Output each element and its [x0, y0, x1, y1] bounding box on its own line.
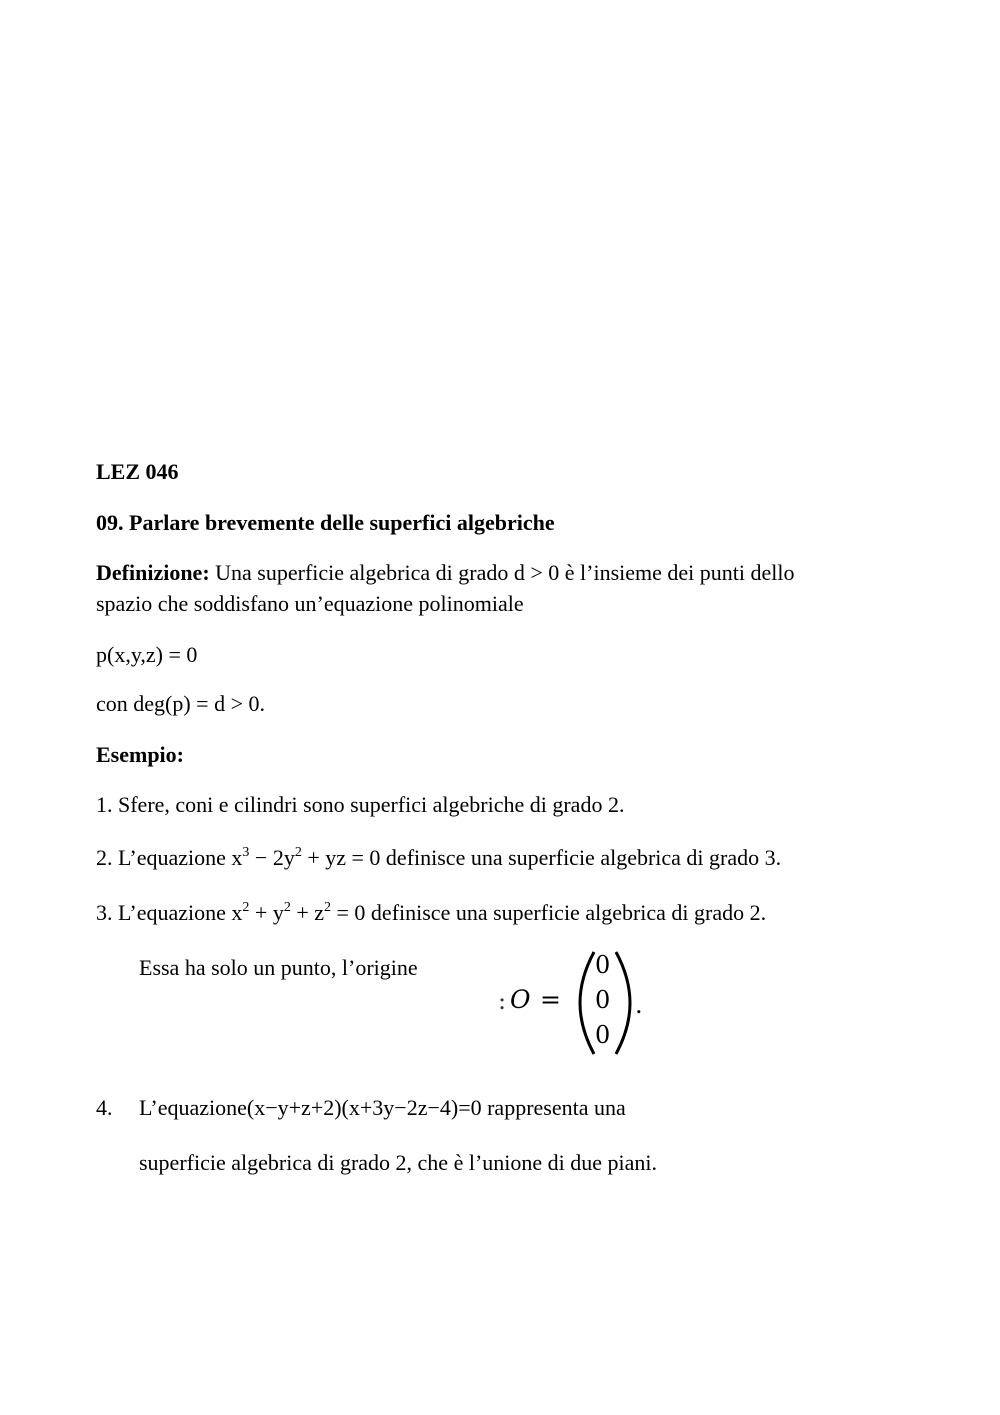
- origin-vector-image: [498, 948, 658, 1058]
- right-parenthesis: [612, 948, 632, 1058]
- polynomial-equation: p(x,y,z) = 0: [96, 642, 198, 667]
- matrix-entry-3: 0: [595, 1021, 611, 1049]
- item2-exponent-1: 3: [242, 845, 250, 860]
- item2-prefix: 2. L’equazione x: [96, 845, 243, 870]
- matrix-prefix: :: [498, 987, 507, 1015]
- item3-exponent-2: 2: [283, 900, 291, 915]
- item3-middle-1: + y: [249, 900, 284, 925]
- matrix-entry-1: 0: [595, 951, 611, 979]
- item3-middle-2: + z: [290, 900, 325, 925]
- equals-sign: =: [540, 985, 561, 1014]
- item2-exponent-2: 2: [294, 845, 302, 860]
- matrix-entry-2: 0: [595, 986, 611, 1014]
- item3-exponent-3: 2: [324, 900, 332, 915]
- item3-note: Essa ha solo un punto, l’origine: [139, 955, 418, 980]
- lesson-title: LEZ 046: [96, 459, 179, 484]
- example-label: Esempio:: [96, 742, 184, 767]
- example-item-1: 1. Sfere, coni e cilindri sono superfici algebriche di grado 2.: [96, 792, 625, 817]
- degree-condition: con deg(p) = d > 0.: [96, 691, 265, 716]
- origin-symbol: O: [510, 985, 531, 1014]
- question-heading: 09. Parlare brevemente delle superfici algebriche: [96, 510, 555, 535]
- example-item-4-number: 4.: [96, 1095, 113, 1120]
- definition-line-2: spazio che soddisfano un’equazione polinomiale: [96, 591, 524, 616]
- definition-text-1: Una superficie algebrica di grado d > 0 è l’insieme dei punti dello: [209, 560, 795, 585]
- definition-line-1: [96, 559, 794, 587]
- example-item-3: [96, 899, 766, 927]
- item2-rest: + yz = 0 definisce una superficie algebrica di grado 3.: [301, 845, 782, 870]
- item3-exponent-1: 2: [242, 900, 250, 915]
- matrix-period: .: [635, 991, 643, 1019]
- item2-middle: − 2y: [249, 845, 295, 870]
- example-item-2: [96, 844, 781, 872]
- definition-label: Definizione:: [96, 560, 210, 585]
- example-item-4: L’equazione(x−y+z+2)(x+3y−2z−4)=0 rappresenta una: [139, 1095, 626, 1120]
- example-item-4-continuation: superficie algebrica di grado 2, che è l’unione di due piani.: [139, 1150, 658, 1175]
- item3-rest: = 0 definisce una superficie algebrica di grado 2.: [331, 900, 767, 925]
- item3-prefix: 3. L’equazione x: [96, 900, 243, 925]
